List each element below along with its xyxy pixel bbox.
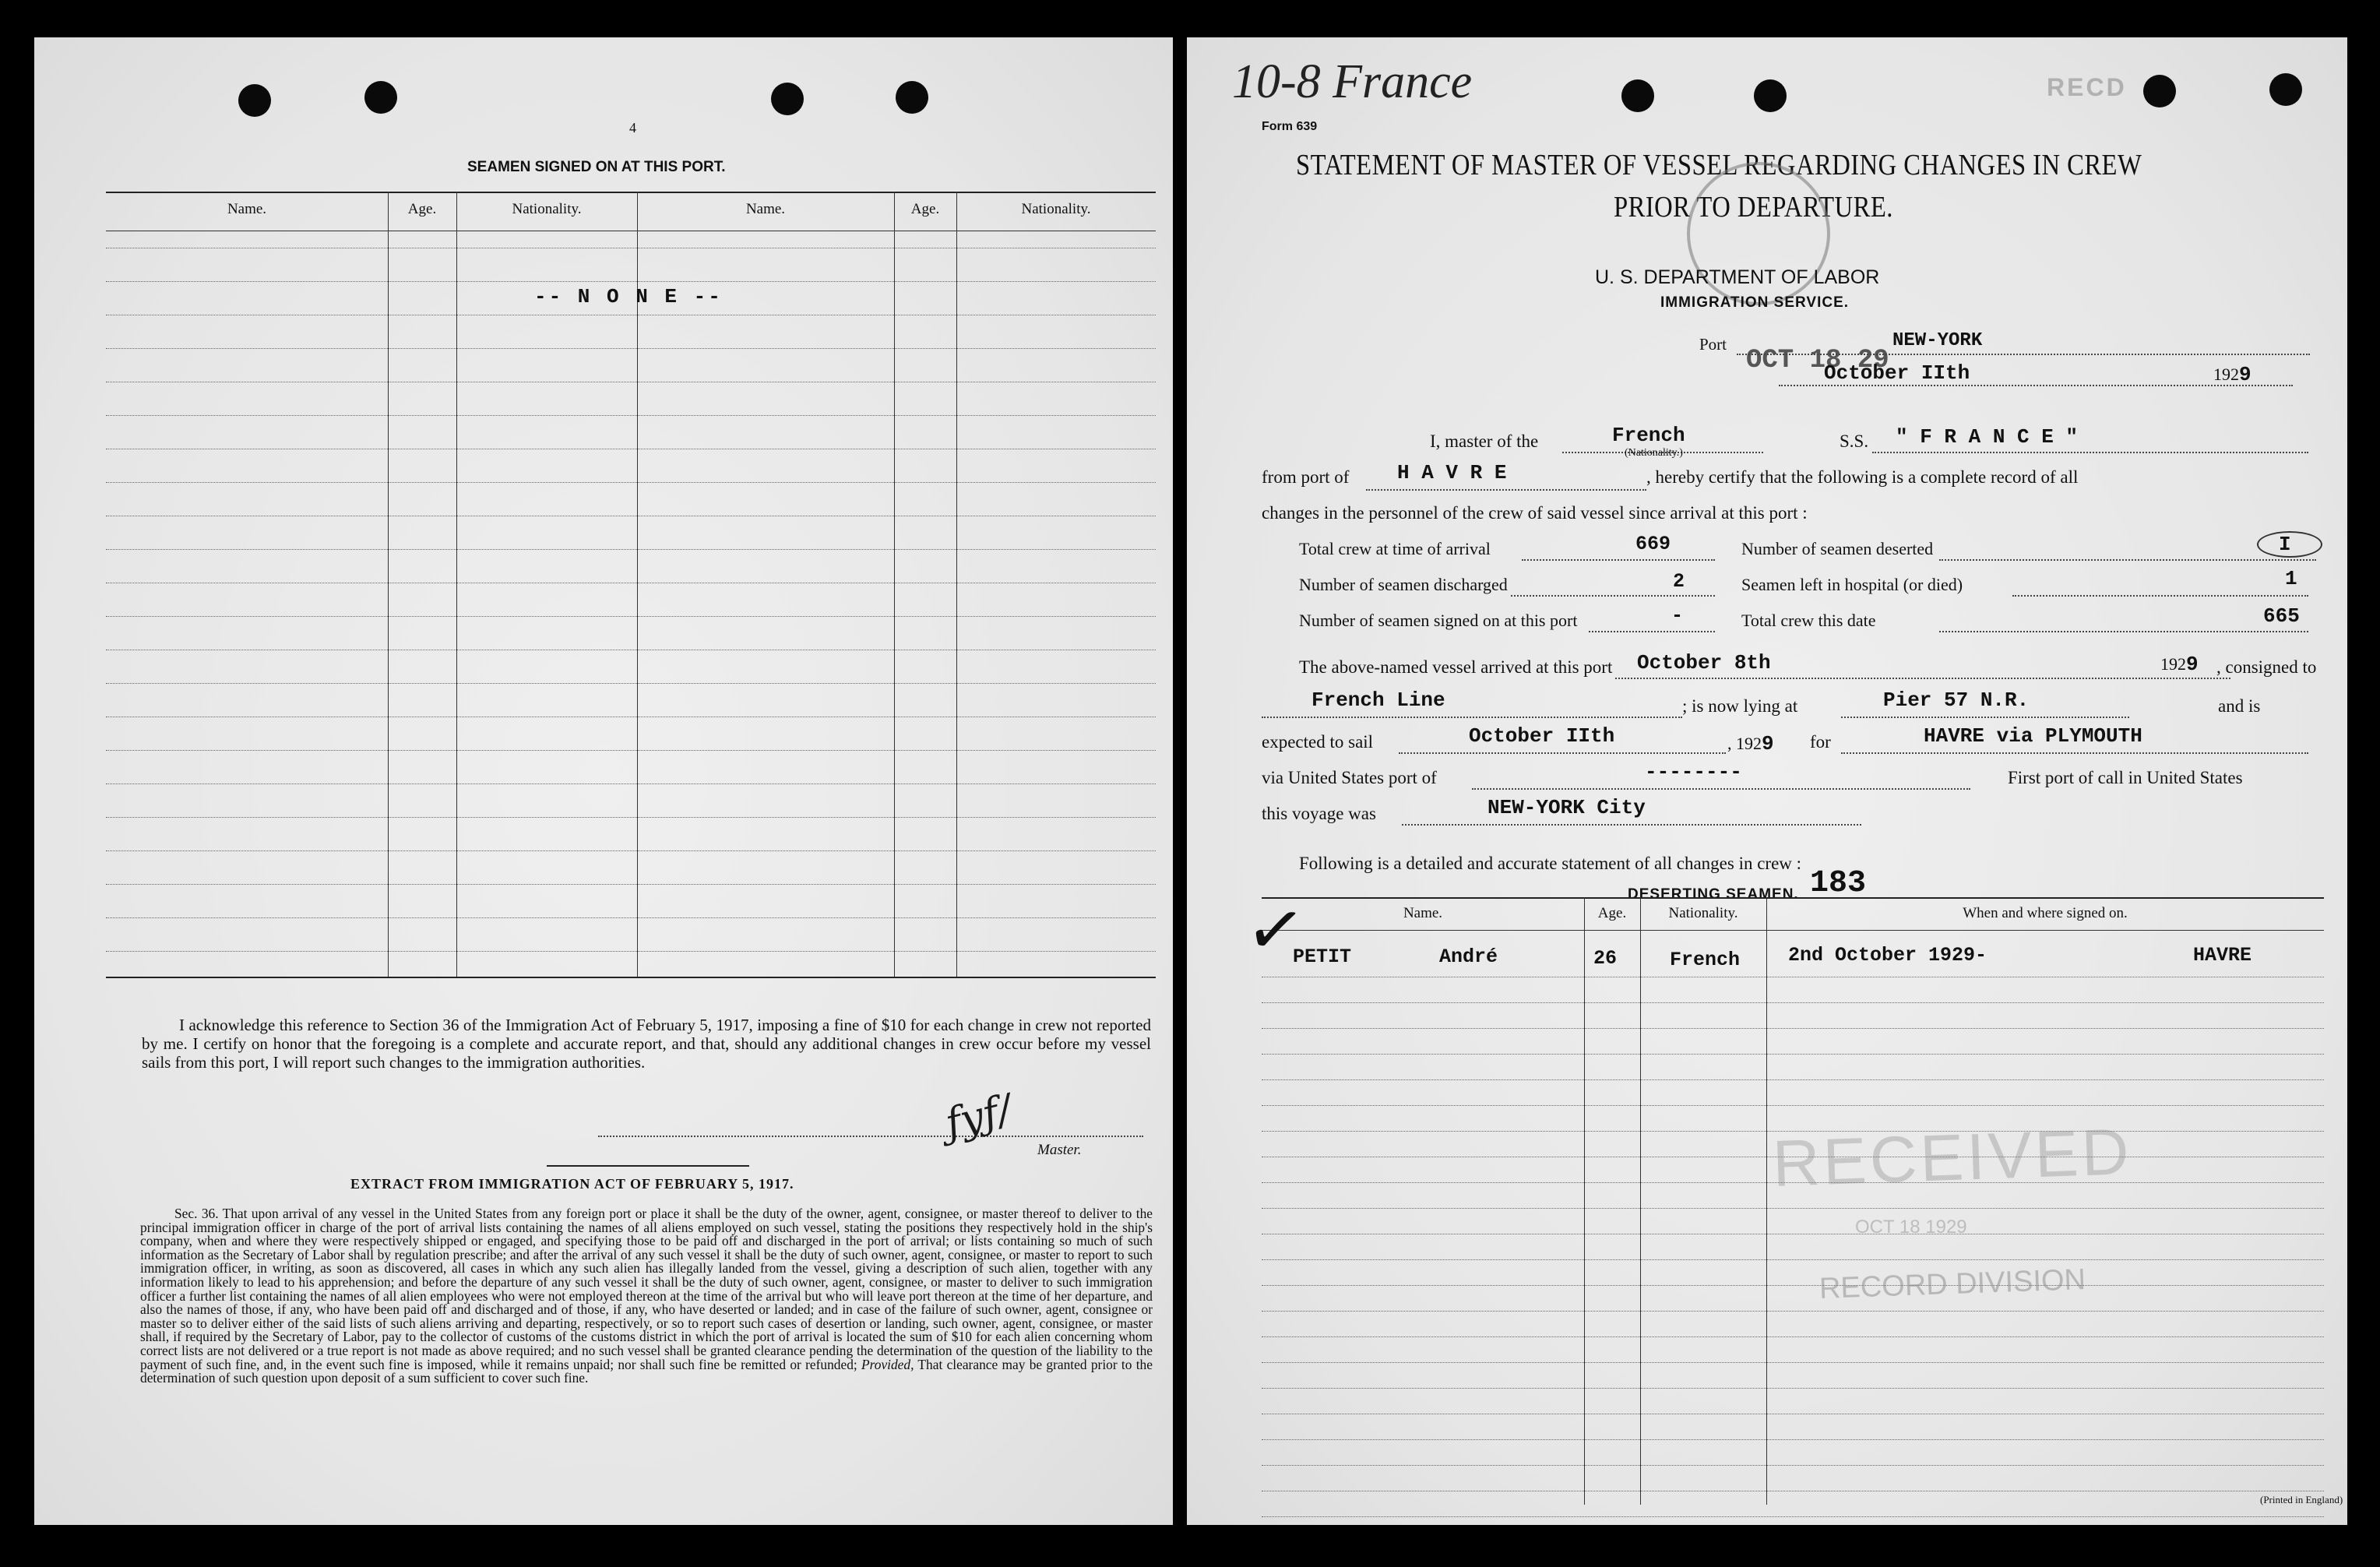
table-row: [1262, 1388, 2324, 1389]
punch-hole: [896, 81, 928, 114]
table-row: [1262, 1311, 2324, 1312]
ss-label: S.S.: [1840, 431, 1869, 451]
table-row: [106, 951, 1156, 952]
table-row: [106, 884, 1156, 885]
ship-name: " F R A N C E ": [1896, 425, 2079, 449]
title-line1: STATEMENT OF MASTER OF VESSEL REGARDING CHANGES IN CREW: [1296, 149, 2142, 181]
column-header-nationality: Nationality.: [1021, 201, 1091, 217]
table-row: [106, 817, 1156, 818]
signed-on-cell: 2nd October 1929-: [1788, 944, 1987, 967]
seamen-signed-on-table: [106, 192, 1156, 978]
port-value: NEW-YORK: [1892, 330, 1983, 351]
master-signature: ƒyƒ/: [941, 1086, 1017, 1148]
total-crew-arrival-value: 669: [1635, 533, 1671, 555]
arrived-value: October 8th: [1637, 651, 1771, 674]
record-division-stamp: RECORD DIVISION: [1818, 1263, 2086, 1305]
hospital-label: Seamen left in hospital (or died): [1741, 575, 1963, 594]
seamen-deserted-label: Number of seamen deserted: [1741, 539, 1934, 558]
table-row: [106, 750, 1156, 751]
punch-hole: [771, 83, 804, 115]
table-row: [106, 482, 1156, 483]
extract-title: EXTRACT FROM IMMIGRATION ACT OF FEBRUARY 5, 1917.: [350, 1176, 794, 1192]
check-mark: ✓: [1241, 889, 1310, 974]
punch-hole: [364, 81, 397, 114]
nationality-cell: French: [1670, 949, 1741, 971]
service: IMMIGRATION SERVICE.: [1660, 294, 1850, 311]
place-cell: HAVRE: [2193, 944, 2252, 967]
arrived-label: The above-named vessel arrived at this port: [1299, 657, 1613, 677]
consigned-label: , consigned to: [2216, 657, 2317, 677]
table-row: [1262, 1105, 2324, 1106]
first-port-label: First port of call in United States: [2008, 768, 2243, 787]
received-stamp: RECEIVED: [1771, 1114, 2133, 1201]
table-row: [1262, 1259, 2324, 1260]
table-row: [106, 549, 1156, 550]
table-row: [1262, 1465, 2324, 1466]
column-header-age: Age.: [910, 201, 940, 217]
table-row: [106, 683, 1156, 684]
none-entry: -- N O N E --: [534, 285, 723, 308]
total-crew-date-value: 665: [2263, 604, 2300, 628]
table-row: [1262, 1336, 2324, 1337]
punch-hole: [2269, 73, 2302, 106]
seamen-discharged-label: Number of seamen discharged: [1299, 575, 1508, 594]
given-name-cell: André: [1439, 945, 1498, 968]
punch-hole: [238, 84, 271, 117]
expected-label: expected to sail: [1262, 732, 1374, 752]
column-header-name: Name.: [745, 201, 786, 217]
table-row: [106, 281, 1156, 282]
expected-year: , 1929: [1727, 732, 1774, 755]
lying-value: Pier 57 N.R.: [1883, 688, 2030, 712]
certify-text: , hereby certify that the following is a complete record of all: [1646, 467, 2079, 487]
handwritten-note: 10-8 France: [1232, 55, 1473, 108]
consignee-value: French Line: [1311, 688, 1445, 712]
form-number: Form 639: [1262, 120, 1318, 133]
received-date-stamp: OCT 18 1929: [1855, 1217, 1967, 1238]
expected-value: October IIth: [1469, 724, 1615, 748]
table-row: [106, 348, 1156, 349]
for-label: for: [1810, 732, 1831, 752]
column-header-name: Name.: [1403, 905, 1443, 921]
table-row: [1262, 1285, 2324, 1286]
for-value: HAVRE via PLYMOUTH: [1924, 724, 2142, 748]
deserting-title: DESERTING SEAMEN.: [1628, 886, 1799, 903]
column-header-when-where: When and where signed on.: [1963, 905, 2128, 921]
table-row: [1262, 1079, 2324, 1080]
page-number: 4: [629, 120, 636, 136]
table-row: [1262, 1362, 2324, 1363]
table-row: [1262, 1439, 2324, 1440]
punch-hole: [2143, 75, 2176, 107]
signed-on-value: -: [1671, 604, 1684, 627]
year-prefix: 1929: [2213, 363, 2251, 386]
via-label: via United States port of: [1262, 768, 1437, 787]
department: U. S. DEPARTMENT OF LABOR: [1595, 266, 1880, 288]
extract-text: Sec. 36. That upon arrival of any vessel in the United States from any foreign port or place it shall be the duty of the owner, agent, consignee, or master thereof to deliver to the principal immigration officer in charge of the port of arrival lists containing the names of all aliens employed on such vessel, stating the positions they respectively hold in the ship's company, when and where they were respectively shipped or engaged, and specifying those to be paid off and discharged in the port of arrival; or lists containing so much of such information as the Secretary of Labor shall by regulation prescribe; and after the arrival of any such vessel it shall be the duty of such owner, agent, consignee, or master to report to such immigration officer, in writing, as soon as discovered, all cases in which any such alien has illegally landed from the vessel, giving a description of such alien, together with any information likely to lead to his apprehension; and before the departure of any such vessel it shall be the duty of such owner, agent, consignee, or master to deliver to such immigration officer a further list containing the names of all alien employees who were not employed thereon at the time of the arrival but who will leave port thereon at the time of her departure, and also the names of those, if any, who have been paid off and discharged and of those, if any, who have deserted or landed; and in case of the failure of such owner, agent, consignee or master so to deliver either of the said lists of such aliens arriving and departing, respectively, or so to report such cases of desertion or landing, such owner, agent, consignee, or master shall, if required by the Secretary of Labor, pay to the collector of customs of the customs district in which the port of arrival is located the sum of $10 for each alien concerning whom correct lists are not delivered or a true report is not made as above required; and no such vessel shall be granted clearance pending the determination of the question of the liability to the payment of such fine, and, in the event such fine is imposed, while it remains unpaid; nor shall such fine be remitted or refunded; Provided, That clearance may be granted prior to the determination of such question upon deposit of a sum sufficient to cover such fine.: [140, 1206, 1153, 1386]
this-voyage-label: this voyage was: [1262, 804, 1376, 823]
date-value: October IIth: [1824, 361, 1970, 385]
punch-hole: [1621, 79, 1654, 112]
signed-on-label: Number of seamen signed on at this port: [1299, 611, 1578, 630]
left-page: [34, 37, 1173, 1525]
surname-cell: PETIT: [1293, 945, 1352, 968]
printed-in-england: (Printed in England): [2260, 1494, 2343, 1505]
column-header-age: Age.: [407, 201, 437, 217]
hospital-value: 1: [2285, 567, 2297, 590]
punch-hole: [1754, 79, 1787, 112]
following-text: Following is a detailed and accurate statement of all changes in crew :: [1299, 854, 1802, 873]
nationality-value: French: [1612, 424, 1685, 447]
this-voyage-value: NEW-YORK City: [1488, 796, 1646, 819]
table-row: [1262, 1516, 2324, 1517]
seamen-deserted-value: I: [2257, 531, 2322, 558]
column-header-name: Name.: [227, 201, 267, 217]
acknowledgment-text: I acknowledge this reference to Section 36 of the Immigration Act of February 5, 1917, imposing a fine of $10 for each change in crew not reported by me. I certify on honor that the foregoing is a complete and accurate report, and that, should any additional changes in crew occur before my vessel sails from this port, I will report such changes to the immigration authorities.: [142, 1016, 1151, 1072]
from-port-value: H A V R E: [1397, 461, 1507, 484]
master-of-label: I, master of the: [1430, 431, 1539, 451]
table-row: [106, 415, 1156, 416]
changes-text: changes in the personnel of the crew of said vessel since arrival at this port :: [1262, 503, 1808, 523]
port-label: Port: [1699, 335, 1727, 354]
section-title: SEAMEN SIGNED ON AT THIS PORT.: [467, 159, 726, 175]
via-value: --------: [1645, 760, 1742, 784]
total-crew-arrival-label: Total crew at time of arrival: [1299, 539, 1491, 558]
recd-stamp: RECD: [2047, 73, 2127, 101]
age-cell: 26: [1593, 947, 1618, 970]
title-line2: PRIOR TO DEPARTURE.: [1614, 191, 1893, 224]
table-row: [1262, 1028, 2324, 1029]
column-header-nationality: Nationality.: [512, 201, 582, 217]
column-header-age: Age.: [1597, 905, 1627, 921]
table-row: [106, 850, 1156, 851]
column-header-nationality: Nationality.: [1668, 905, 1738, 921]
and-is-label: and is: [2218, 696, 2261, 716]
table-row: [106, 917, 1156, 918]
lying-label: ; is now lying at: [1682, 696, 1798, 716]
seamen-discharged-value: 2: [1673, 570, 1685, 593]
right-page: [1187, 37, 2347, 1525]
date-stamp: OCT 18 29: [1746, 346, 1889, 375]
signature-label: Master.: [1037, 1142, 1082, 1158]
table-row: [1262, 1054, 2324, 1055]
handwritten-number: 183: [1810, 866, 1867, 901]
table-row: [1262, 1002, 2324, 1003]
table-row: [1262, 1208, 2324, 1209]
arrived-year: 1929: [2160, 653, 2199, 676]
nationality-caption: (Nationality.): [1625, 447, 1683, 459]
table-row: [106, 616, 1156, 617]
from-port-label: from port of: [1262, 467, 1350, 487]
total-crew-date-label: Total crew this date: [1741, 611, 1876, 630]
